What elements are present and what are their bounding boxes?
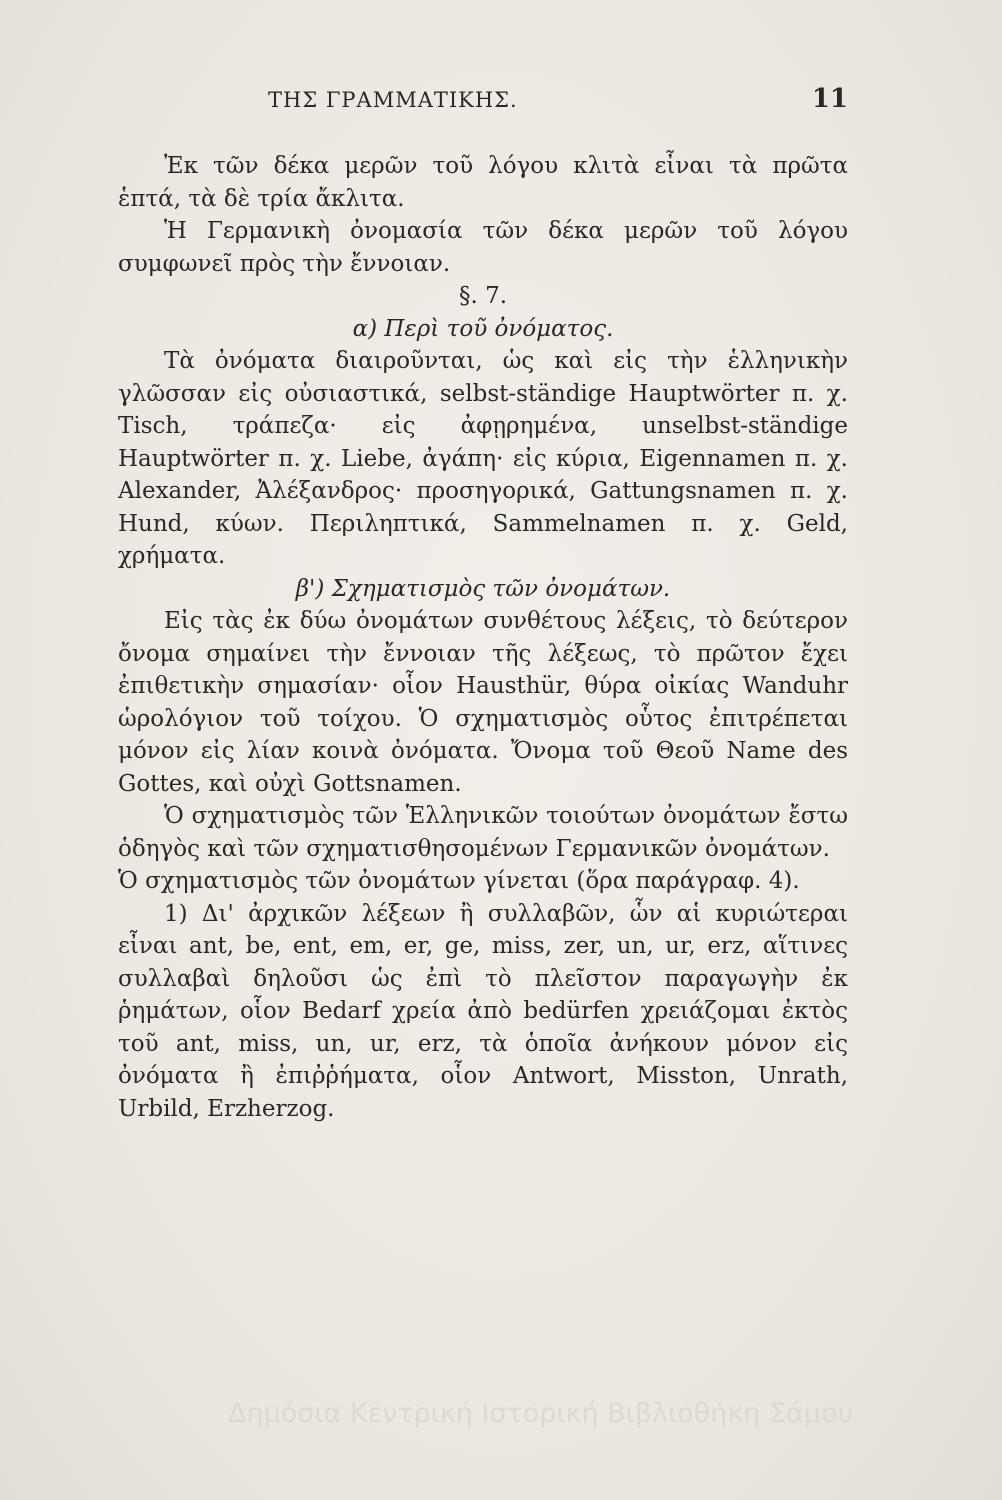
paragraph-noun-division: Τὰ ὀνόματα διαιροῦνται, ὡς καὶ εἰς τὴν ἑλληνικὴν γλῶσσαν εἰς οὐσιαστικά, selbst-ständige Hauptwörter π. χ. Tisch, τράπεζα· εἰς ἀφῃρημένα, unselbst-ständige Hauptwörter π. χ. Liebe, ἀγάπη· εἰς κύρια, Eigennamen π. χ. Alexander, Ἀλέξανδρος· προσηγορικά, Gattungsnamen π. χ. Hund, κύων. Περιληπτικά, Sammelnamen π. χ. Geld, χρήματα.: [118, 348, 848, 569]
section-heading: §. 7.: [458, 283, 508, 309]
library-watermark: Δημόσια Κεντρική Ιστορική Βιβλιοθήκη Σάμου: [228, 1398, 854, 1429]
page-number: 11: [811, 84, 848, 114]
paragraph-greek-guide: Ὁ σχηματισμὸς τῶν Ἑλληνικῶν τοιούτων ὀνομάτων ἔστω ὁδηγὸς καὶ τῶν σχηματισθησομένων Γερμανικῶν ὀνομάτων.: [118, 803, 848, 862]
page-body: [118, 150, 848, 1125]
running-title: ΤΗΣ ΓΡΑΜΜΑΤΙΚΗΣ.: [268, 88, 518, 112]
page-header: [118, 84, 848, 122]
paragraph-inflection: Ἐκ τῶν δέκα μερῶν τοῦ λόγου κλιτὰ εἶναι τὰ πρῶτα ἑπτά, τὰ δὲ τρία ἄκλιτα.: [118, 153, 848, 212]
paragraph-prefixes: 1) Δι' ἀρχικῶν λέξεων ἢ συλλαβῶν, ὧν αἱ κυριώτεραι εἶναι ant, be, ent, em, er, ge, miss, zer, un, ur, erz, αἵτινες συλλαβαὶ δηλοῦσι ὡς ἐπὶ τὸ πλεῖστον παραγωγὴν ἐκ ῥημάτων, οἷον Bedarf χρεία ἀπὸ bedürfen χρειάζομαι ἐκτὸς τοῦ ant, miss, un, ur, erz, τὰ ὁποῖα ἀνήκουν μόνον εἰς ὀνόματα ἢ ἐπιῤῥήματα, οἷον Antwort, Misston, Unrath, Urbild, Erzherzog.: [118, 900, 848, 1122]
paragraph-german-naming: Ἡ Γερμανικὴ ὀνομασία τῶν δέκα μερῶν τοῦ λόγου συμφωνεῖ πρὸς τὴν ἔννοιαν.: [118, 218, 848, 277]
subheading-formation: β') Σχηματισμὸς τῶν ὀνομάτων.: [295, 575, 671, 602]
subheading-noun: α) Περὶ τοῦ ὀνόματος.: [352, 315, 614, 342]
paragraph-compounds: Εἰς τὰς ἐκ δύω ὀνομάτων συνθέτους λέξεις, τὸ δεύτερον ὄνομα σημαίνει τὴν ἔννοιαν τῆς λέξεως, τὸ πρῶτον ἔχει ἐπιθετικὴν σημασίαν· οἷον Hausthür, θύρα οἰκίας Wanduhr ὡρολόγιον τοῦ τοίχου. Ὁ σχηματισμὸς οὗτος ἐπιτρέπεται μόνον εἰς λίαν κοινὰ ὀνόματα. Ὄνομα τοῦ Θεοῦ Name des Gottes, καὶ οὐχὶ Gottsnamen.: [118, 608, 848, 797]
paragraph-formation-reference: Ὁ σχηματισμὸς τῶν ὀνομάτων γίνεται (ὅρα παράγραφ. 4).: [118, 868, 800, 894]
